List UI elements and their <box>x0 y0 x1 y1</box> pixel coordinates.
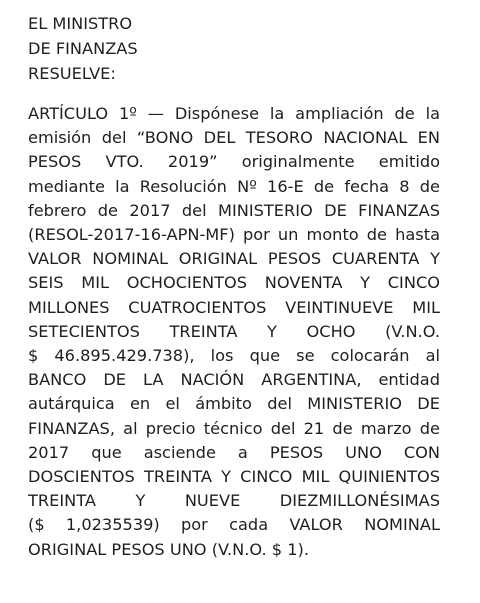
heading-line-resuelve: RESUELVE: <box>28 64 116 83</box>
resolution-heading <box>28 11 440 86</box>
article-line: emisión del “BONO DEL TESORO NACIONAL EN <box>28 128 440 148</box>
article-line: TREINTA Y NUEVE DIEZMILLONÉSIMAS <box>28 491 440 511</box>
article-line: FINANZAS, al precio técnico del 21 de marzo de <box>28 418 440 438</box>
article-line: ORIGINAL PESOS UNO (V.N.O. $ 1). <box>28 539 309 559</box>
article-line: BANCO DE LA NACIÓN ARGENTINA, entidad <box>28 370 440 390</box>
heading-line-ministro: EL MINISTRO <box>28 14 133 33</box>
article-line: febrero de 2017 del MINISTERIO DE FINANZAS <box>28 200 440 220</box>
article-1-paragraph <box>28 102 440 562</box>
heading-line-finanzas: DE FINANZAS <box>28 39 138 58</box>
article-line: SEIS MIL OCHOCIENTOS NOVENTA Y CINCO <box>28 273 440 293</box>
article-line: autárquica en el ámbito del MINISTERIO DE <box>28 394 440 414</box>
article-line: PESOS VTO. 2019” originalmente emitido <box>28 152 440 172</box>
article-line: 2017 que asciende a PESOS UNO CON <box>28 442 440 462</box>
document-page <box>28 11 440 562</box>
article-line: DOSCIENTOS TREINTA Y CINCO MIL QUINIENTOS <box>28 467 440 487</box>
article-line: (RESOL-2017-16-APN-MF) por un monto de hasta <box>28 225 440 245</box>
article-line: VALOR NOMINAL ORIGINAL PESOS CUARENTA Y <box>28 249 440 269</box>
article-line: SETECIENTOS TREINTA Y OCHO (V.N.O. <box>28 321 440 341</box>
article-line: $ 46.895.429.738), los que se colocarán al <box>28 346 440 366</box>
article-line: mediante la Resolución Nº 16-E de fecha 8 de <box>28 176 440 196</box>
article-line: MILLONES CUATROCIENTOS VEINTINUEVE MIL <box>28 297 440 317</box>
article-line: ($ 1,0235539) por cada VALOR NOMINAL <box>28 515 440 535</box>
article-line: ARTÍCULO 1º — Dispónese la ampliación de la <box>28 104 440 123</box>
